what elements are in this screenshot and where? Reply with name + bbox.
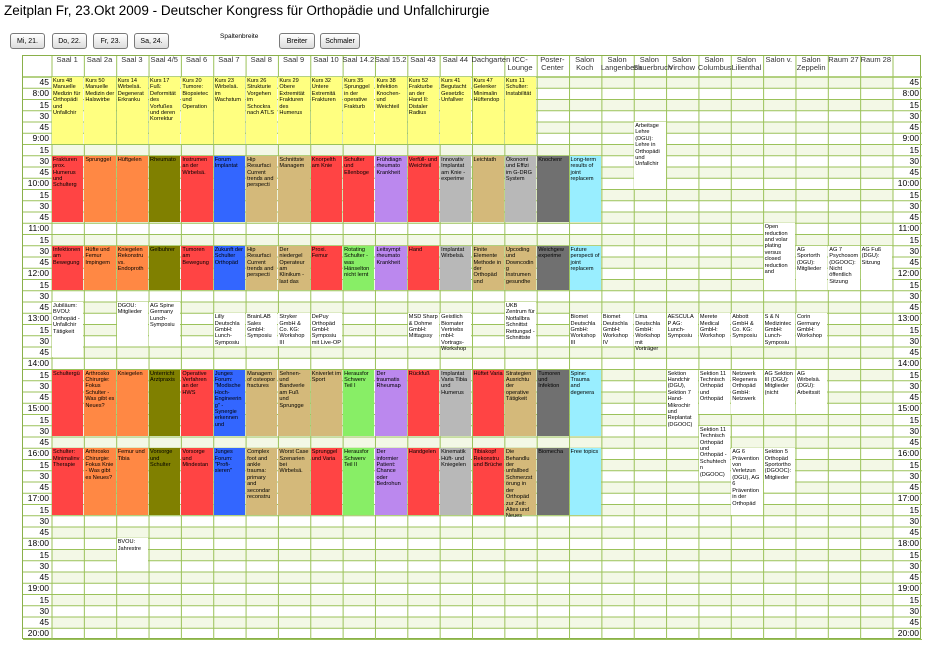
schedule-event[interactable]: Forum Implantat bbox=[214, 156, 245, 223]
schedule-event[interactable]: AG Sportorth (DGU): Mitglieder bbox=[796, 246, 827, 290]
time-label-left: 18:00 bbox=[27, 538, 49, 549]
schedule-event[interactable]: Schultergü bbox=[52, 370, 83, 437]
time-label-left: 15 bbox=[39, 414, 49, 425]
time-label-right: 11:00 bbox=[898, 223, 919, 234]
schedule-event[interactable]: Kurs 11 Schulter: Instabilität bbox=[505, 77, 536, 144]
room-header: Saal 9 bbox=[282, 55, 305, 64]
schedule-event[interactable]: Rheumato bbox=[149, 156, 180, 223]
schedule-event[interactable]: Kniegelen Rekonstru vs. Endoproth bbox=[117, 246, 148, 290]
time-label-left: 30 bbox=[39, 560, 49, 571]
room-header: Salon Columbus bbox=[697, 55, 732, 72]
time-label-left: 14:00 bbox=[27, 358, 49, 369]
time-label-left: 30 bbox=[39, 245, 49, 256]
time-label-right: 45 bbox=[909, 482, 919, 492]
schedule-event[interactable]: Kurs 41 Begutacht Gesetzlic Unfallver bbox=[440, 77, 471, 144]
time-label-left: 45 bbox=[39, 527, 49, 537]
schedule-event[interactable]: Corin Germany GmbH: Workshop bbox=[796, 313, 827, 346]
time-label-left: 45 bbox=[39, 302, 49, 312]
schedule-event[interactable]: Operative Verfahren an der HWS bbox=[181, 370, 212, 437]
time-label-right: 45 bbox=[909, 122, 919, 132]
time-label-left: 15 bbox=[39, 549, 49, 560]
schedule-event[interactable]: AESCULAP AG: Lunch-Symposiu bbox=[667, 313, 698, 346]
schedule-event[interactable]: AG 7 Psychosom (DGOOC): Nicht öffentlich Sitzung bbox=[828, 246, 859, 290]
time-label-right: 30 bbox=[909, 200, 919, 211]
schedule-event[interactable]: Die Behandlu der unfallbed Schmerzstörung in der Orthopäd zur Zeit: Altes und Neues bbox=[505, 448, 536, 515]
time-label-right: 20:00 bbox=[897, 628, 919, 639]
schedule-event[interactable]: AG 6 Prävention von Verletzun (DGU), AG 6 Prävention in der Orthopäd bbox=[731, 448, 762, 515]
room-header: Raum 28 bbox=[860, 55, 892, 64]
time-label-right: 30 bbox=[909, 425, 919, 436]
room-header: Saal 1 bbox=[56, 55, 78, 64]
schedule-event[interactable]: Schulter und Ellenboge bbox=[343, 156, 374, 223]
time-label-right: 45 bbox=[909, 167, 919, 177]
time-label-right: 30 bbox=[909, 110, 919, 121]
time-label-left: 10:00 bbox=[27, 178, 49, 189]
schedule-event[interactable]: Merete Medical GmbH: Workshop bbox=[699, 313, 730, 346]
schedule-event[interactable]: BrainLAB Sales GmbH: Symposiu bbox=[246, 313, 277, 346]
time-label-right: 15 bbox=[909, 279, 919, 290]
time-label-left: 15 bbox=[39, 504, 49, 515]
time-label-left: 30 bbox=[39, 290, 49, 301]
schedule-event[interactable]: Leichtath bbox=[473, 156, 504, 223]
room-header: Saal 10 bbox=[313, 55, 339, 64]
schedule-event[interactable]: DePuy Orthopäd GmbH: Symposiu mit Live-OP bbox=[311, 314, 341, 346]
room-header: Saal 6 bbox=[185, 55, 208, 64]
schedule-event[interactable]: S & N Medizintec GmbH: Lunch-Symposiu bbox=[764, 313, 795, 346]
time-label-right: 30 bbox=[909, 560, 919, 571]
narrower-button[interactable]: Schmaler bbox=[320, 33, 360, 49]
time-label-left: 12:00 bbox=[27, 268, 49, 279]
time-label-right: 18:00 bbox=[897, 538, 919, 549]
room-header: Saal 2a bbox=[86, 55, 113, 64]
schedule-event[interactable]: Kurs 35 Sprunggel in der operative Frakturb bbox=[343, 77, 374, 144]
schedule-event[interactable]: AG Sektion III (DGU): Mitglieder (nicht bbox=[764, 370, 795, 414]
room-header: ICC-Lounge bbox=[507, 55, 533, 72]
schedule-event[interactable]: Kurs 26 Strukturie Vorgehen im Schockra nach ATLS bbox=[246, 77, 277, 144]
schedule-event[interactable]: Schulter: Minimalinv Therapie bbox=[52, 448, 83, 515]
time-label-right: 15 bbox=[909, 369, 919, 380]
schedule-event[interactable]: Sektion 11 Technisch Orthopäd und Orthopäd bbox=[699, 370, 730, 414]
schedule-event[interactable]: Spine: Trauma and degenera bbox=[570, 370, 601, 437]
time-label-right: 45 bbox=[909, 77, 919, 87]
schedule-event[interactable]: Vorsorge und Mindestan bbox=[181, 448, 212, 515]
schedule-event[interactable]: Kurs 47 Gelenker Minimalin Hüftendop bbox=[473, 77, 504, 144]
room-header: Salon Sauerbruch bbox=[633, 55, 672, 72]
schedule-event[interactable]: Long-term results of joint replacem bbox=[570, 156, 601, 223]
schedule-event[interactable]: Jubiläum: BVOU: Orthopäd - Unfallchir Tätigkeit bbox=[52, 302, 83, 357]
schedule-event[interactable]: Kurs 52 Frakturbe an der Hand II: Distaler Radius bbox=[408, 77, 439, 144]
schedule-event[interactable]: Sektion Handchir (DGU), Sektion 7 Hand-Mikrochir und Replantat (DGOOC) bbox=[667, 370, 698, 437]
schedule-event[interactable]: Herausfor Schwerv Teil II bbox=[343, 448, 374, 515]
schedule-event[interactable]: Tumoren am Bewegung bbox=[181, 246, 212, 290]
schedule-event[interactable]: Leitsympt rheumato Krankheit bbox=[375, 246, 406, 290]
room-header: Saal 14.2 bbox=[342, 55, 375, 64]
schedule-event[interactable]: BVOU: Jahrestre bbox=[117, 538, 148, 571]
time-label-right: 45 bbox=[909, 527, 919, 537]
schedule-event[interactable]: Implantat Varia Tibia und Humerus bbox=[440, 370, 471, 437]
time-label-left: 15 bbox=[39, 189, 49, 200]
room-header: Salon Koch bbox=[575, 55, 595, 72]
time-label-left: 19:00 bbox=[27, 583, 49, 594]
time-label-left: 15 bbox=[39, 144, 49, 155]
schedule-event[interactable]: Kurs 50 Manuelle Medizin der Halswirbe bbox=[84, 77, 115, 144]
time-label-left: 11:00 bbox=[28, 223, 49, 234]
time-label-right: 30 bbox=[909, 470, 919, 481]
time-label-right: 15 bbox=[909, 324, 919, 335]
time-label-right: 45 bbox=[909, 212, 919, 222]
time-label-right: 30 bbox=[909, 335, 919, 346]
time-label-right: 15 bbox=[909, 99, 919, 110]
time-label-right: 16:00 bbox=[897, 448, 919, 459]
time-label-left: 45 bbox=[39, 257, 49, 267]
time-label-right: 45 bbox=[909, 437, 919, 447]
schedule-event[interactable]: Kurs 14 Wirbelsä. Degenerat Erkranku bbox=[117, 77, 148, 144]
time-label-left: 15 bbox=[39, 459, 49, 470]
schedule-event[interactable]: Kinematik Hüft- und Kniegelen bbox=[440, 448, 471, 515]
schedule-event[interactable]: Netzwerk Regenera Orthopäd GmbH: Netzwerk bbox=[731, 370, 762, 414]
time-label-left: 45 bbox=[39, 437, 49, 447]
schedule-event[interactable]: Der informier Patient: Chance oder Bedrohun bbox=[375, 448, 406, 515]
schedule-event[interactable]: Handgelen bbox=[408, 448, 439, 515]
time-label-left: 30 bbox=[39, 110, 49, 121]
time-label-right: 45 bbox=[909, 572, 919, 582]
schedule-event[interactable]: Kurs 48 Manuelle Medizin für Orthopädi und Unfallchir bbox=[52, 77, 83, 144]
room-header: Saal 7 bbox=[218, 55, 240, 64]
time-label-right: 15 bbox=[909, 504, 919, 515]
schedule-event[interactable]: Kurs 20 Tumore: Biopsietec und Operation bbox=[181, 77, 212, 144]
schedule-event[interactable]: Hüftgelen bbox=[117, 156, 148, 223]
schedule-event[interactable]: Rotating Schulter - was Hänselton nicht lernt bbox=[343, 246, 374, 290]
schedule-event[interactable]: Hüftet Varia bbox=[473, 370, 504, 437]
schedule-event[interactable]: Hüfte und Femur Impingem bbox=[84, 246, 115, 290]
time-label-left: 8:00 bbox=[32, 88, 49, 99]
time-label-left: 45 bbox=[39, 167, 49, 177]
schedule-event[interactable]: Verfüll- und Weichteil bbox=[408, 156, 439, 223]
room-header: Salon Lilienthal bbox=[731, 55, 762, 72]
time-label-right: 45 bbox=[909, 392, 919, 402]
schedule-event[interactable]: Zukunft der Schulter Orthopäd bbox=[214, 246, 245, 290]
column-width-label: Spaltenbreite bbox=[220, 33, 259, 40]
time-label-right: 15 bbox=[909, 234, 919, 245]
time-label-right: 45 bbox=[909, 617, 919, 627]
time-label-left: 30 bbox=[39, 425, 49, 436]
wider-button[interactable]: Breiter bbox=[279, 33, 315, 49]
time-label-left: 15 bbox=[39, 369, 49, 380]
room-header: Salon Langenbeck bbox=[600, 55, 642, 72]
room-header: Salon v. bbox=[765, 55, 793, 64]
schedule-event[interactable]: Knorpelth am Knie bbox=[311, 156, 342, 223]
time-label-right: 15 bbox=[909, 144, 919, 155]
schedule-event[interactable]: Strategien Ausrichtu der operative Tätigkeit bbox=[505, 370, 536, 437]
schedule-event[interactable]: Sehnen- und Bandverle am Fuß und Sprungge bbox=[278, 370, 309, 437]
time-label-right: 19:00 bbox=[897, 583, 919, 594]
time-label-left: 45 bbox=[39, 347, 49, 357]
schedule-event[interactable]: Biomet Deutschla GmbH: Workshop IV bbox=[602, 313, 633, 346]
time-label-right: 30 bbox=[909, 605, 919, 616]
schedule-event[interactable]: Future perspecti of joint replacem bbox=[570, 246, 601, 290]
grid-lines bbox=[23, 56, 922, 640]
schedule-event[interactable]: Biomecha bbox=[537, 448, 568, 515]
schedule-event[interactable]: AG Spine Germany Lunch-Symposiu bbox=[149, 302, 180, 346]
time-label-left: 30 bbox=[39, 470, 49, 481]
schedule-event[interactable]: Instrumen an der Wirbelsä. bbox=[181, 156, 212, 223]
time-label-left: 30 bbox=[39, 200, 49, 211]
time-label-right: 17:00 bbox=[897, 493, 919, 504]
schedule-event[interactable]: Arbeitsge Lehre (DGU): Lehre in Orthopädi und Unfallchir bbox=[634, 122, 665, 189]
time-label-left: 45 bbox=[39, 482, 49, 492]
schedule-event[interactable]: Proxi. Femur bbox=[311, 246, 342, 290]
time-label-left: 9:00 bbox=[32, 133, 49, 144]
schedule-event[interactable]: Sprunggel bbox=[84, 156, 115, 223]
schedule-event[interactable]: Sektion 11 Technisch Orthopäd und Orthopäd - Schuhtechn (DGOOC) bbox=[699, 426, 730, 481]
schedule-event[interactable]: Lilly Deutschla GmbH: Lunch-Symposiu bbox=[214, 313, 245, 346]
time-label-left: 20:00 bbox=[27, 628, 49, 639]
day-button-thu[interactable]: Do, 22. bbox=[52, 33, 87, 49]
time-label-right: 10:00 bbox=[897, 178, 919, 189]
room-header: Poster-Center bbox=[540, 55, 565, 72]
room-header: Raum 27 bbox=[828, 55, 859, 64]
schedule-event[interactable]: Tibiakopf Rekonstru und Brüche bbox=[473, 448, 504, 515]
room-header: Saal 44 bbox=[442, 55, 469, 64]
time-label-left: 30 bbox=[39, 380, 49, 391]
schedule-event[interactable]: Gelbuhrer bbox=[149, 246, 180, 290]
schedule-event[interactable]: Tumoren und Infektion bbox=[537, 370, 568, 437]
time-label-right: 45 bbox=[909, 302, 919, 312]
day-button-sat[interactable]: Sa, 24. bbox=[134, 33, 169, 49]
day-button-fri[interactable]: Fr, 23. bbox=[93, 33, 128, 49]
schedule-event[interactable]: Sektion 5 Orthopäd Sportortho (DGOOC): Mitglieder bbox=[764, 448, 795, 492]
schedule-event[interactable]: Kniegelen bbox=[117, 370, 148, 437]
schedule-event[interactable]: Weichgew experime bbox=[537, 246, 568, 290]
time-label-left: 45 bbox=[39, 212, 49, 222]
schedule-event[interactable]: Finite Elemente Methode in der Orthopäd und bbox=[473, 246, 504, 290]
schedule-event[interactable]: Open reduction and volar plating versus closed reduction and bbox=[764, 223, 795, 290]
schedule-event[interactable]: Complex foot and ankle trauma: primary and secondar reconstru bbox=[246, 448, 277, 515]
schedule-event[interactable]: Vorsorge und Schulter bbox=[149, 448, 180, 515]
time-label-right: 45 bbox=[909, 347, 919, 357]
time-label-left: 15 bbox=[39, 594, 49, 605]
room-header: Saal 3 bbox=[121, 55, 143, 64]
time-label-left: 45 bbox=[39, 572, 49, 582]
room-header: Saal 15.2 bbox=[374, 55, 407, 64]
time-label-left: 15 bbox=[39, 324, 49, 335]
schedule-event[interactable]: Schnittste Managem bbox=[278, 156, 309, 223]
schedule-event[interactable]: Geistlich Biomater Vertriebs mbH: Vortrags-Workshop bbox=[440, 313, 471, 346]
schedule-event[interactable]: Innovativ Implantat am Knie - experime bbox=[440, 156, 471, 223]
time-label-left: 30 bbox=[39, 605, 49, 616]
schedule-event[interactable]: Lima Deutschla GmbH: Workshop mit Vorträger bbox=[634, 313, 665, 346]
schedule-event[interactable]: Worst Case Szenarien bei Wirbelsä. bbox=[278, 448, 309, 515]
schedule-event[interactable]: Kniverlet im Sport bbox=[311, 370, 342, 437]
schedule-event[interactable]: Frühdiagn rheumato Krankheit bbox=[375, 156, 406, 223]
schedule-event[interactable]: Hand bbox=[408, 246, 439, 290]
time-label-right: 15 bbox=[909, 549, 919, 560]
time-label-right: 30 bbox=[909, 155, 919, 166]
time-label-right: 15 bbox=[909, 189, 919, 200]
schedule-event[interactable]: Arthrosko Chirurgie: Fokus Schulter - Was gibt es Neues? bbox=[84, 370, 115, 437]
schedule-event[interactable]: Upcoding und Downcoding Instrumen gesundhe bbox=[505, 246, 536, 290]
time-label-right: 12:00 bbox=[897, 268, 919, 279]
time-label-left: 30 bbox=[39, 515, 49, 526]
room-header: Saal 4/5 bbox=[150, 55, 178, 64]
time-label-right: 8:00 bbox=[902, 88, 919, 99]
schedule-event[interactable]: AG Wirbelsä. (DGU): Arbeitssit bbox=[796, 370, 827, 414]
time-label-right: 30 bbox=[909, 290, 919, 301]
schedule-event[interactable]: Der niedergel Operateur am Klinikum - last das bbox=[278, 246, 309, 290]
schedule-event[interactable]: Sprunggel und Varia bbox=[311, 448, 342, 515]
schedule-event[interactable]: Kurs 29 Obere Extremität Frakturen des Humerus bbox=[278, 77, 309, 144]
schedule-event[interactable]: AG Fuß (DGU): Sitzung bbox=[861, 246, 892, 290]
time-label-left: 30 bbox=[39, 155, 49, 166]
page-title: Zeitplan Fr, 23.Okt 2009 - Deutscher Kongress für Orthopädie und Unfallchirurgie bbox=[4, 3, 490, 18]
schedule-event[interactable]: Managem of osteopor fractures bbox=[246, 370, 277, 437]
schedule-event[interactable]: Hip Resurfaci Current trends and perspecti bbox=[246, 156, 277, 223]
time-label-right: 15 bbox=[909, 459, 919, 470]
time-label-right: 15 bbox=[909, 414, 919, 425]
time-label-right: 30 bbox=[909, 515, 919, 526]
room-header: Saal 8 bbox=[250, 55, 272, 64]
schedule-event[interactable]: Ökonomi und Effizi im G-DRG System bbox=[505, 156, 536, 223]
schedule-event[interactable]: Frakturen prox. Humerus und Schulterg bbox=[52, 156, 83, 223]
schedule-event[interactable]: Biomet Deutschla GmbH: Workshop III bbox=[570, 313, 601, 346]
schedule-event[interactable]: MSD Sharp & Dohme GmbH: Mittagssy bbox=[408, 313, 439, 346]
schedule-event[interactable]: Hip Resurfaci Current trends and perspecti bbox=[246, 246, 277, 290]
time-label-left: 30 bbox=[39, 335, 49, 346]
schedule-event[interactable]: Kurs 32 Untere Extremitä Frakturen bbox=[311, 77, 342, 144]
schedule-event[interactable]: Unterricht Arztpraxis bbox=[149, 370, 180, 437]
room-header: Salon Virchow bbox=[668, 55, 695, 72]
time-label-right: 14:00 bbox=[897, 358, 919, 369]
time-label-left: 45 bbox=[39, 122, 49, 132]
day-button-wed[interactable]: Mi, 21. bbox=[10, 33, 45, 49]
time-label-right: 45 bbox=[909, 257, 919, 267]
schedule-event[interactable]: Arthrosko Chirurgie: Fokus Knie - Was gibt es Neues? bbox=[84, 448, 115, 515]
schedule-event[interactable]: Implantat Wirbelsä. bbox=[440, 246, 471, 290]
time-label-right: 9:00 bbox=[902, 133, 919, 144]
time-label-right: 15 bbox=[909, 594, 919, 605]
room-header: Saal 43 bbox=[410, 55, 436, 64]
time-label-right: 15:00 bbox=[897, 403, 919, 414]
schedule-event[interactable]: Stryker GmbH & Co. KG: Workshop III bbox=[278, 313, 309, 346]
time-label-left: 45 bbox=[39, 617, 49, 627]
schedule-event[interactable]: Kurs 17 Fuß: Deformität des Vorfußes und deren Korrektur bbox=[149, 77, 180, 144]
schedule-event[interactable]: Kurs 23 Wirbelsä. im Wachstum bbox=[214, 77, 245, 144]
time-label-left: 13:00 bbox=[27, 313, 49, 324]
schedule-event[interactable]: UKB Zentrum für Notfallbra Schnittst Rettungsd - Schnittste bbox=[505, 302, 536, 346]
schedule-event[interactable]: Herausfor Schwerv Teil I bbox=[343, 370, 374, 437]
time-label-left: 15 bbox=[39, 279, 49, 290]
time-label-right: 30 bbox=[909, 245, 919, 256]
time-label-left: 45 bbox=[39, 77, 49, 87]
time-label-left: 15 bbox=[39, 234, 49, 245]
schedule-event[interactable]: Femur und Tibia bbox=[117, 448, 148, 515]
time-label-left: 15:00 bbox=[27, 403, 49, 414]
time-label-left: 15 bbox=[39, 99, 49, 110]
schedule-event[interactable]: DGOU: Mitglieder bbox=[117, 302, 148, 346]
schedule-event[interactable]: Junges Forum: "Profi-sieren" bbox=[214, 448, 245, 515]
time-label-right: 30 bbox=[909, 380, 919, 391]
schedule-event[interactable]: Free topics bbox=[570, 448, 601, 515]
time-label-left: 45 bbox=[39, 392, 49, 402]
schedule-event[interactable]: Junges Forum: "Modische Hoch-Engineering" - Synergie erkennen und bbox=[214, 370, 245, 437]
schedule-event[interactable]: Infektionen am Bewegung bbox=[52, 246, 83, 290]
schedule-event[interactable]: Der traumatis Rheumap bbox=[375, 370, 406, 437]
time-label-left: 17:00 bbox=[27, 493, 49, 504]
schedule-event[interactable]: Knochenr bbox=[537, 156, 568, 223]
schedule-event[interactable]: Abbott GmbH & Co. KG: Symposiu bbox=[731, 313, 762, 346]
room-header: Dachgarten bbox=[471, 55, 511, 64]
schedule-event[interactable]: Rückfuß bbox=[408, 370, 439, 437]
room-header: Salon Zeppelin bbox=[796, 55, 826, 72]
time-label-right: 13:00 bbox=[897, 313, 919, 324]
schedule-event[interactable]: Kurs 38 Infektion Knochen- und Weichteil bbox=[375, 77, 406, 144]
time-label-left: 16:00 bbox=[27, 448, 49, 459]
